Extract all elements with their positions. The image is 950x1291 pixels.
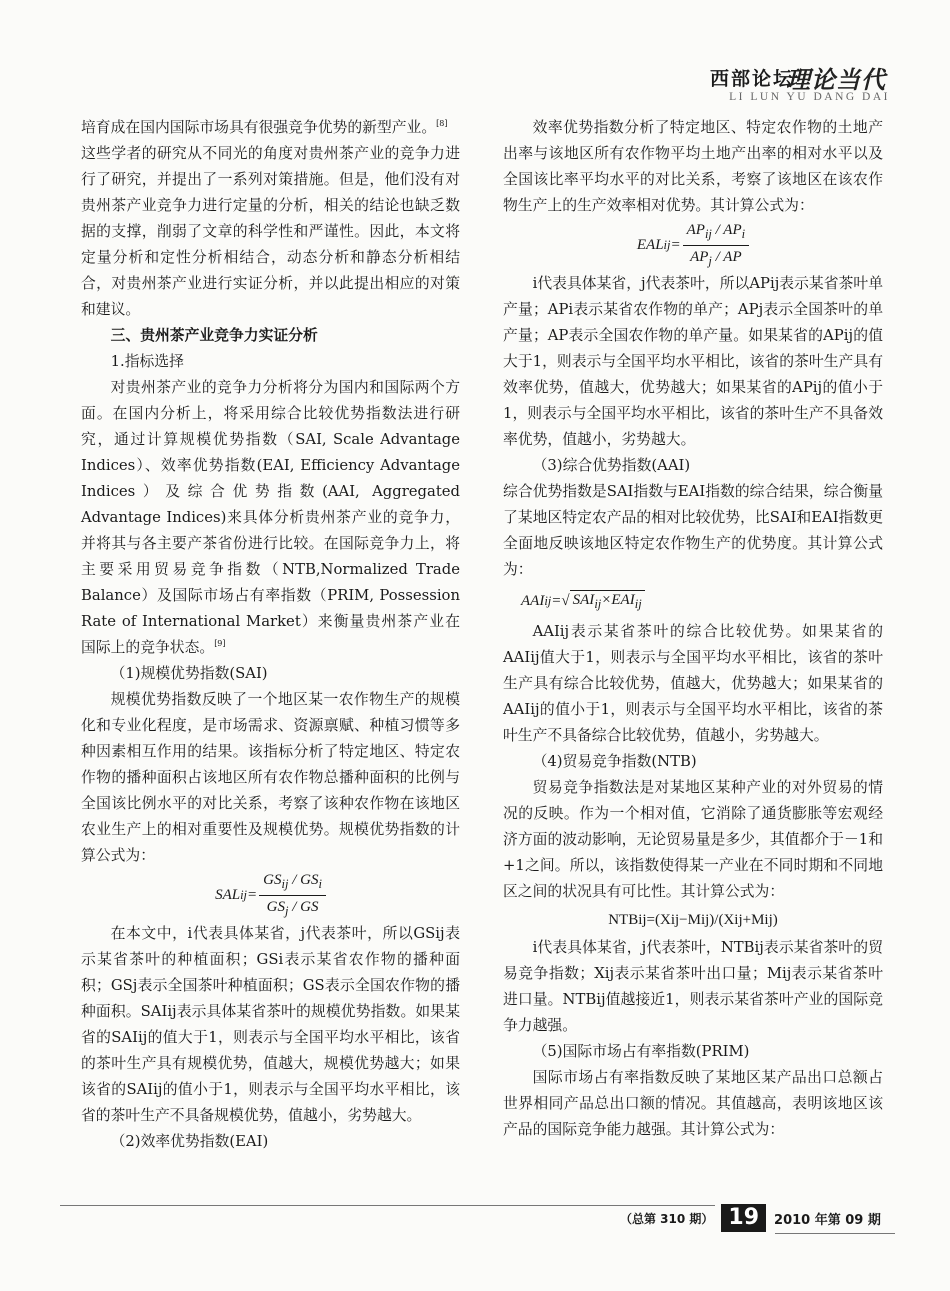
citation: [8] <box>436 119 448 129</box>
paragraph: 国际市场占有率指数反映了某地区某产品出口总额占世界相同产品总出口额的情况。其值越高，表明该地区该产品的国际竞争能力越强。其计算公式为： <box>503 1069 883 1138</box>
paragraph: 效率优势指数分析了特定地区、特定农作物的土地产出率与该地区所有农作物平均土地产出率的相对水平以及全国该比率平均水平的对比关系，考察了该地区在该农作物生产上的生产效率相对优势。其计算公式为： <box>503 119 883 214</box>
citation: [9] <box>214 639 226 649</box>
footer-rule-right <box>775 1233 895 1234</box>
paragraph: i代表具体某省，j代表茶叶，所以APij表示某省茶叶单产量；APi表示某省农作物的单产；APj表示全国茶叶的单产量；AP表示全国农作物的单产量。如果某省的APij的值大于1，则表示与全国平均水平相比，该省的茶叶生产具有效率优势，值越大，优势越大；如果某省的APij的值小于1，则表示与全国平均水平相比，该省的茶叶生产不具备效率优势，值越小，劣势越大。 <box>503 275 883 448</box>
right-column <box>503 115 883 1143</box>
eai-heading: （2)效率优势指数(EAI) <box>110 1133 269 1150</box>
page-footer <box>620 1203 881 1233</box>
paragraph: 贸易竞争指数法是对某地区某种产业的对外贸易的情况的反映。作为一个相对值，它消除了通货膨胀等宏观经济方面的波动影响，无论贸易量是多少，其值都介于－1和+1之间。所以，该指数使得某一产业在不同时期和不同地区之间的状况具有可比性。其计算公式为： <box>503 779 883 900</box>
sai-heading: （1)规模优势指数(SAI) <box>110 665 268 682</box>
ntb-heading: （4)贸易竞争指数(NTB) <box>532 753 697 770</box>
paragraph: 综合优势指数是SAI指数与EAI指数的综合结果，综合衡量了某地区特定农产品的相对比较优势，比SAI和EAI指数更全面地反映该地区特定农作物生产的优势度。其计算公式为： <box>503 483 883 578</box>
issue-date: 2010 年第 09 期 <box>774 1212 881 1228</box>
aai-formula: AAI ij = √ $SAI_{ij}\times EAI_{ij}$ <box>503 583 883 619</box>
issue-number: （总第 310 期） <box>620 1211 714 1226</box>
masthead-forum: 西部论坛 <box>710 68 795 90</box>
masthead-pinyin: LI LUN YU DANG DAI <box>729 91 890 103</box>
aai-heading: （3)综合优势指数(AAI) <box>532 457 691 474</box>
footer-rule <box>60 1205 715 1206</box>
section-heading: 三、贵州茶产业竞争力实证分析 <box>110 327 318 344</box>
paragraph: AAIij表示某省茶叶的综合比较优势。如果某省的AAIij值大于1，则表示与全国平均水平相比，该省的茶叶生产具有综合比较优势，值越大，优势越大；如果某省的AAIij的值小于1，则表示与全国平均水平相比，该省的茶叶生产不具备综合比较优势，值越小，劣势越大。 <box>503 623 883 744</box>
left-column <box>81 115 460 1155</box>
paragraph: 规模优势指数反映了一个地区某一农作物生产的规模化和专业化程度，是市场需求、资源禀赋、种植习惯等多种因素相互作用的结果。该指标分析了特定地区、特定农作物的播种面积占该地区所有农作物总播种面积的比例与全国该比例水平的对比关系，考察了该种农作物在该地区农业生产上的相对重要性及规模优势。规模优势指数的计算公式为： <box>81 691 460 864</box>
paragraph: 对贵州茶产业的竞争力分析将分为国内和国际两个方面。在国内分析上，将采用综合比较优势指数法进行研究，通过计算规模优势指数（SAI, Scale Advantage Indices）、效率优势指数(EAI, Efficiency Advantage Indices）及综合优势指数(AAI, Aggregated Advantage Indices)来具体分析贵州茶产业的竞争力，并将其与各主要产茶省份进行比较。在国际竞争力上，将主要采用贸易竞争指数（NTB,Normalized Trade Balance）及国际市场占有率指数（PRIM, Possession Rate of International Market）来衡量贵州茶产业在国际上的竞争状态。[9] <box>81 379 460 656</box>
page-number: 19 <box>721 1204 766 1232</box>
prim-heading: （5)国际市场占有率指数(PRIM) <box>532 1043 750 1060</box>
ntb-formula: NTBij=(Xij−Mij)/(Xij+Mij) <box>608 912 778 928</box>
masthead-column: 理论当代 <box>786 65 886 94</box>
paragraph: 在本文中，i代表具体某省，j代表茶叶，所以GSij表示某省茶叶的种植面积；GSi表示某省农作物的播种面积；GSj表示全国茶叶种植面积；GS表示全国农作物的播种面积。SAIij表示具体某省茶叶的规模优势指数。如果某省的SAIij的值大于1，则表示与全国平均水平相比，该省的茶叶生产具有规模优势，值越大，规模优势越大；如果该省的SAIij的值小于1，则表示与全国平均水平相比，该省的茶叶生产不具备规模优势，值越小，劣势越大。 <box>81 925 460 1124</box>
eai-formula: EAL ij = $\frac{AP_{ij} / AP_i}{AP_j / AP}$ <box>503 219 883 271</box>
subsection-heading: 1.指标选择 <box>110 353 184 370</box>
paragraph: 这些学者的研究从不同光的角度对贵州茶产业的竞争力进行了研究，并提出了一系列对策措施。但是，他们没有对贵州茶产业竞争力进行定量的分析，相关的结论也缺乏数据的支撑，削弱了文章的科学性和严谨性。因此，本文将定量分析和定性分析相结合，动态分析和静态分析相结合，对贵州茶产业进行实证分析，并以此提出相应的对策和建议。 <box>81 145 460 318</box>
paragraph: 培育成在国内国际市场具有很强竞争优势的新型产业。[8] <box>81 119 448 136</box>
sai-formula: SAL ij = $\frac{GS_{ij} / GS_i}{GS_j / GS}$ <box>81 869 460 921</box>
masthead <box>690 64 890 112</box>
paragraph: i代表具体某省，j代表茶叶，NTBij表示某省茶叶的贸易竞争指数；Xij表示某省茶叶出口量；Mij表示某省茶叶进口量。NTBij值越接近1，则表示某省茶叶产业的国际竞争力越强。 <box>503 939 883 1034</box>
